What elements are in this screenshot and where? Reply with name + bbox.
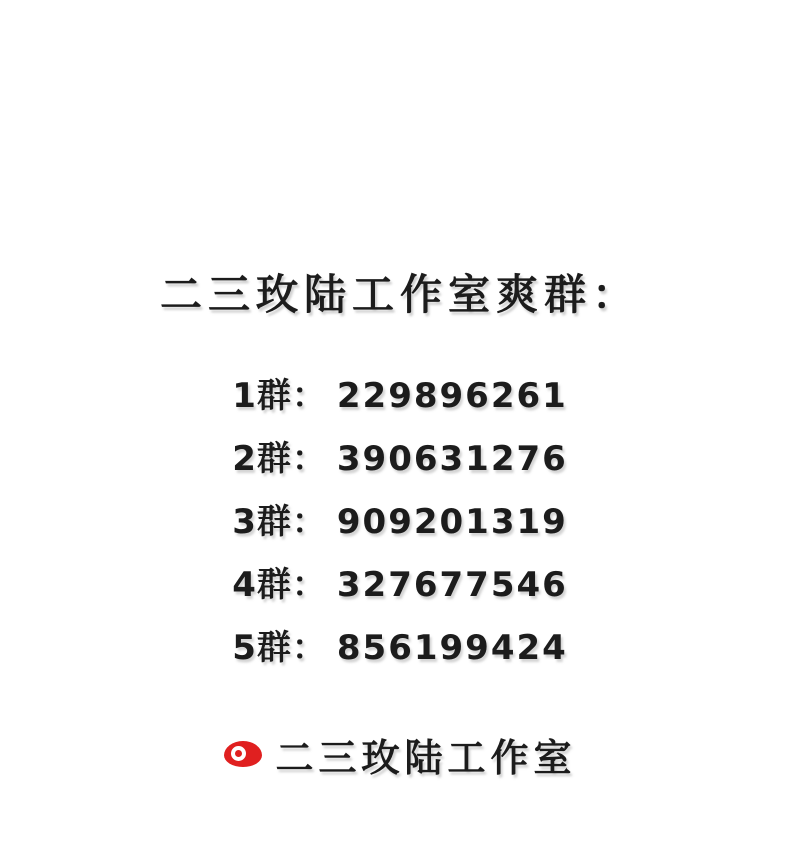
list-item: [232, 368, 568, 417]
qq-group-list: [232, 368, 568, 669]
list-item: [232, 557, 568, 606]
page-title: 二三玫陆工作室爽群：: [159, 270, 640, 319]
group-number: 229896261: [336, 376, 568, 416]
list-item: [232, 494, 568, 543]
weibo-icon: [223, 735, 263, 775]
studio-name: 二三玫陆工作室: [275, 736, 577, 780]
studio-credit: [223, 727, 576, 782]
group-number: 327677546: [336, 565, 568, 605]
group-number: 390631276: [336, 439, 568, 479]
list-item: [232, 431, 568, 480]
list-item: [232, 620, 568, 669]
group-label: 5群：: [232, 628, 327, 668]
group-label: 4群：: [232, 565, 327, 605]
group-label: 1群：: [232, 376, 327, 416]
group-label: 2群：: [232, 439, 327, 479]
group-number: 856199424: [336, 628, 568, 668]
group-number: 909201319: [336, 502, 568, 542]
group-label: 3群：: [232, 502, 327, 542]
